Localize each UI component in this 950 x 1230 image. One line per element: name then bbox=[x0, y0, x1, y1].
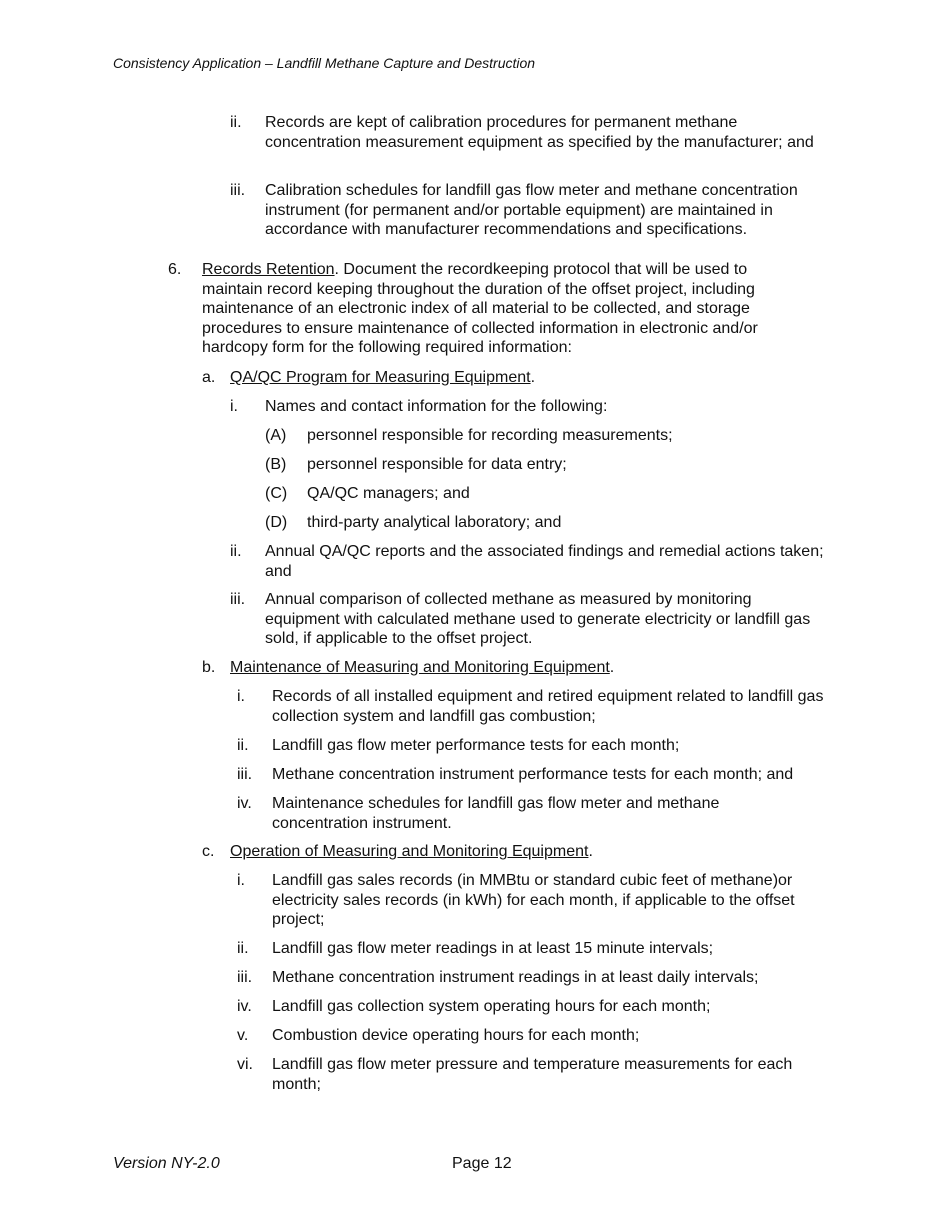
subsection-title: QA/QC Program for Measuring Equipment bbox=[230, 369, 531, 386]
list-item-label: i. bbox=[230, 398, 238, 415]
subsection-suffix: . bbox=[588, 843, 593, 860]
list-item-text: Records are kept of calibration procedures for permanent methane concentration measurement equipment as specified by the manufacturer; and bbox=[265, 114, 814, 151]
list-item-label: i. bbox=[237, 872, 245, 889]
running-header: Consistency Application – Landfill Methane Capture and Destruction bbox=[113, 55, 536, 71]
sub-list-item-text: personnel responsible for data entry; bbox=[307, 456, 567, 473]
list-item-text: Combustion device operating hours for each month; bbox=[272, 1027, 640, 1044]
list-item-label: iv. bbox=[237, 795, 252, 812]
page-number: Page 12 bbox=[452, 1155, 512, 1172]
sub-list-item-label: (B) bbox=[265, 456, 287, 473]
list-item-text: Methane concentration instrument readings in at least daily intervals; bbox=[272, 969, 759, 986]
subsection-title: Operation of Measuring and Monitoring Equipment bbox=[230, 843, 589, 860]
list-item-text: Landfill gas sales records (in MMBtu or standard cubic feet of methane)or electricity sales records (in kWh) for each month, if applicable to the offset project; bbox=[272, 872, 795, 928]
list-item-text: Methane concentration instrument performance tests for each month; and bbox=[272, 766, 794, 783]
list-item-label: v. bbox=[237, 1027, 249, 1044]
section-title: Records Retention bbox=[202, 261, 335, 278]
list-item-text: Names and contact information for the following: bbox=[265, 398, 608, 415]
sub-list-item-text: QA/QC managers; and bbox=[307, 485, 470, 502]
footer-version: Version NY-2.0 bbox=[113, 1155, 220, 1172]
list-item-text: Calibration schedules for landfill gas flow meter and methane concentration instrument (for permanent and/or portable equipment) are maintained in accordance with manufacturer recommendations and specifications. bbox=[265, 182, 798, 238]
list-item-text: Landfill gas flow meter readings in at least 15 minute intervals; bbox=[272, 940, 714, 957]
sub-list-item-label: (C) bbox=[265, 485, 288, 502]
list-item-label: iii. bbox=[237, 766, 253, 783]
list-item-label: iii. bbox=[237, 969, 253, 986]
list-item-text: Landfill gas flow meter performance tests for each month; bbox=[272, 737, 680, 754]
list-item-label: ii. bbox=[237, 940, 249, 957]
sub-list-item-text: third-party analytical laboratory; and bbox=[307, 514, 562, 531]
list-item-label: iii. bbox=[230, 591, 246, 608]
list-item-label: iii. bbox=[230, 182, 246, 199]
section-number: 6. bbox=[168, 261, 182, 278]
subsection-suffix: . bbox=[530, 369, 536, 386]
subsection-title: Maintenance of Measuring and Monitoring Equipment bbox=[230, 659, 610, 676]
list-item-label: ii. bbox=[237, 737, 249, 754]
list-item-label: ii. bbox=[230, 114, 242, 131]
sub-list-item-label: (A) bbox=[265, 427, 287, 444]
subsection-heading bbox=[230, 368, 790, 388]
list-item-label: i. bbox=[237, 688, 245, 705]
sub-list-item-label: (D) bbox=[265, 514, 288, 531]
list-item-label: vi. bbox=[237, 1056, 253, 1073]
list-item-text: Records of all installed equipment and retired equipment related to landfill gas collection system and landfill gas combustion; bbox=[272, 688, 824, 725]
subsection-heading bbox=[230, 658, 790, 678]
list-item-text: Annual QA/QC reports and the associated findings and remedial actions taken; and bbox=[265, 543, 824, 580]
section-body bbox=[202, 260, 802, 358]
list-item-text: Annual comparison of collected methane as measured by monitoring equipment with calculated methane used to generate electricity or landfill gas sold, if applicable to the offset project. bbox=[265, 591, 811, 647]
list-item-text: Maintenance schedules for landfill gas flow meter and methane concentration instrument. bbox=[272, 795, 720, 832]
subsection-label: b. bbox=[202, 659, 216, 676]
list-item-label: ii. bbox=[230, 543, 242, 560]
list-item-text: Landfill gas flow meter pressure and temperature measurements for each month; bbox=[272, 1056, 793, 1093]
sub-list-item-text: personnel responsible for recording measurements; bbox=[307, 427, 673, 444]
section-text: . Document the recordkeeping protocol that will be used to maintain record keeping throughout the duration of the offset project, including maintenance of an electronic index of all material to be collected, and storage procedures to ensure maintenance of collected information in electronic and/or hardcopy form for the following required information: bbox=[202, 261, 758, 356]
list-item-text: Landfill gas collection system operating hours for each month; bbox=[272, 998, 711, 1015]
subsection-heading bbox=[230, 842, 790, 862]
subsection-label: a. bbox=[202, 369, 216, 386]
subsection-label: c. bbox=[202, 843, 215, 860]
subsection-suffix: . bbox=[609, 659, 615, 676]
list-item-label: iv. bbox=[237, 998, 252, 1015]
